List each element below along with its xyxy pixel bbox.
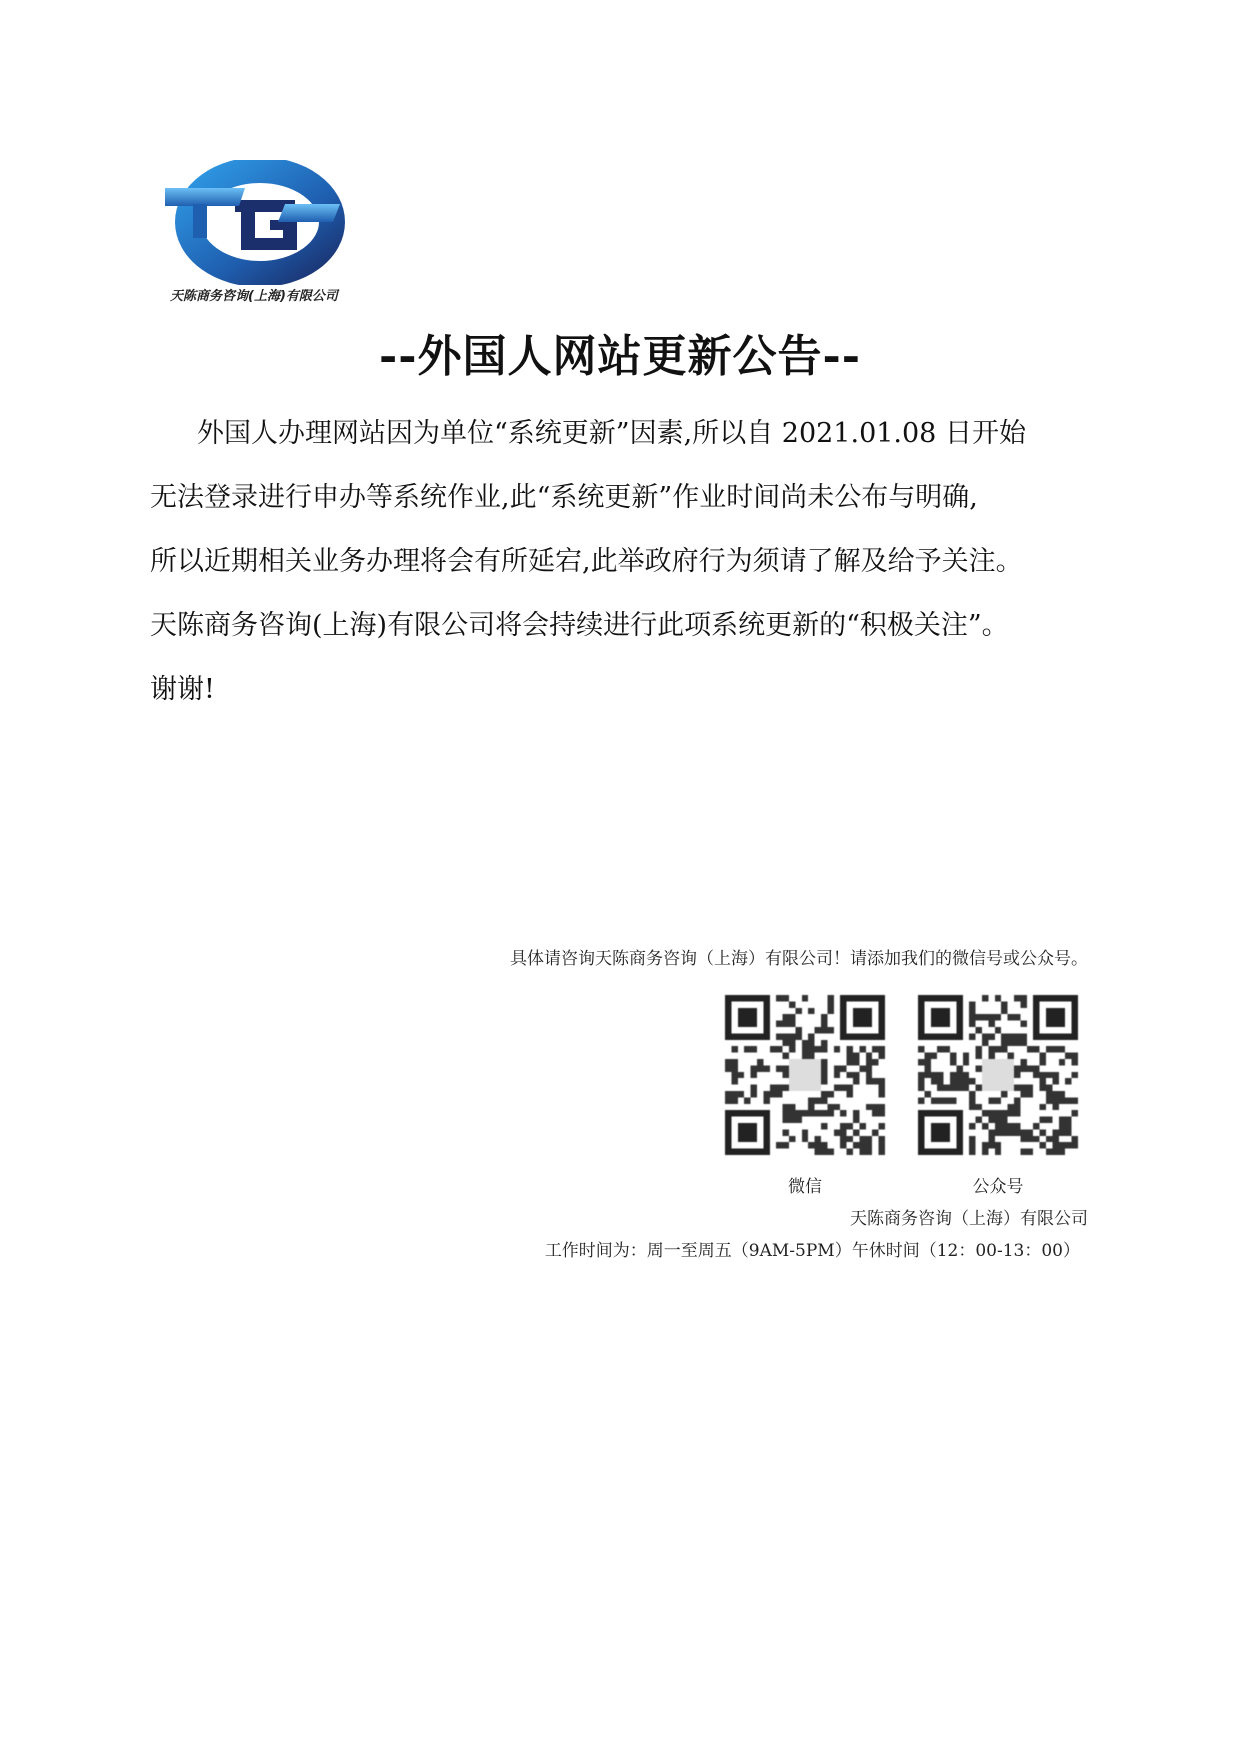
public-account-qr-icon (918, 995, 1078, 1155)
wechat-qr-label: 微信 (788, 1177, 822, 1197)
footer-company-name: 天陈商务咨询（上海）有限公司 (850, 1209, 1088, 1229)
notice-line-3: 所以近期相关业务办理将会有所延宕,此举政府行为须请了解及给予关注。 (150, 546, 1023, 577)
notice-line-4: 天陈商务咨询(上海)有限公司将会持续进行此项系统更新的“积极关注”。 (150, 610, 1009, 641)
notice-body (150, 402, 1095, 722)
company-logo (165, 160, 405, 305)
notice-line-1: 外国人办理网站因为单位“系统更新”因素,所以自 2021.01.08 日开始 (197, 418, 1026, 449)
working-hours: 工作时间为：周一至周五（9AM-5PM）午休时间（12：00-13：00） (544, 1241, 1080, 1261)
wechat-qr-icon (725, 995, 885, 1155)
logo-company-name: 天陈商务咨询(上海)有限公司 (170, 289, 338, 304)
company-logo-icon (165, 160, 405, 285)
page-title: --外国人网站更新公告-- (378, 331, 862, 382)
contact-note: 具体请咨询天陈商务咨询（上海）有限公司！请添加我们的微信号或公众号。 (510, 949, 1088, 969)
notice-line-5: 谢谢! (150, 674, 215, 705)
notice-line-2: 无法登录进行申办等系统作业,此“系统更新”作业时间尚未公布与明确, (150, 482, 978, 513)
public-account-qr-label: 公众号 (972, 1177, 1024, 1197)
